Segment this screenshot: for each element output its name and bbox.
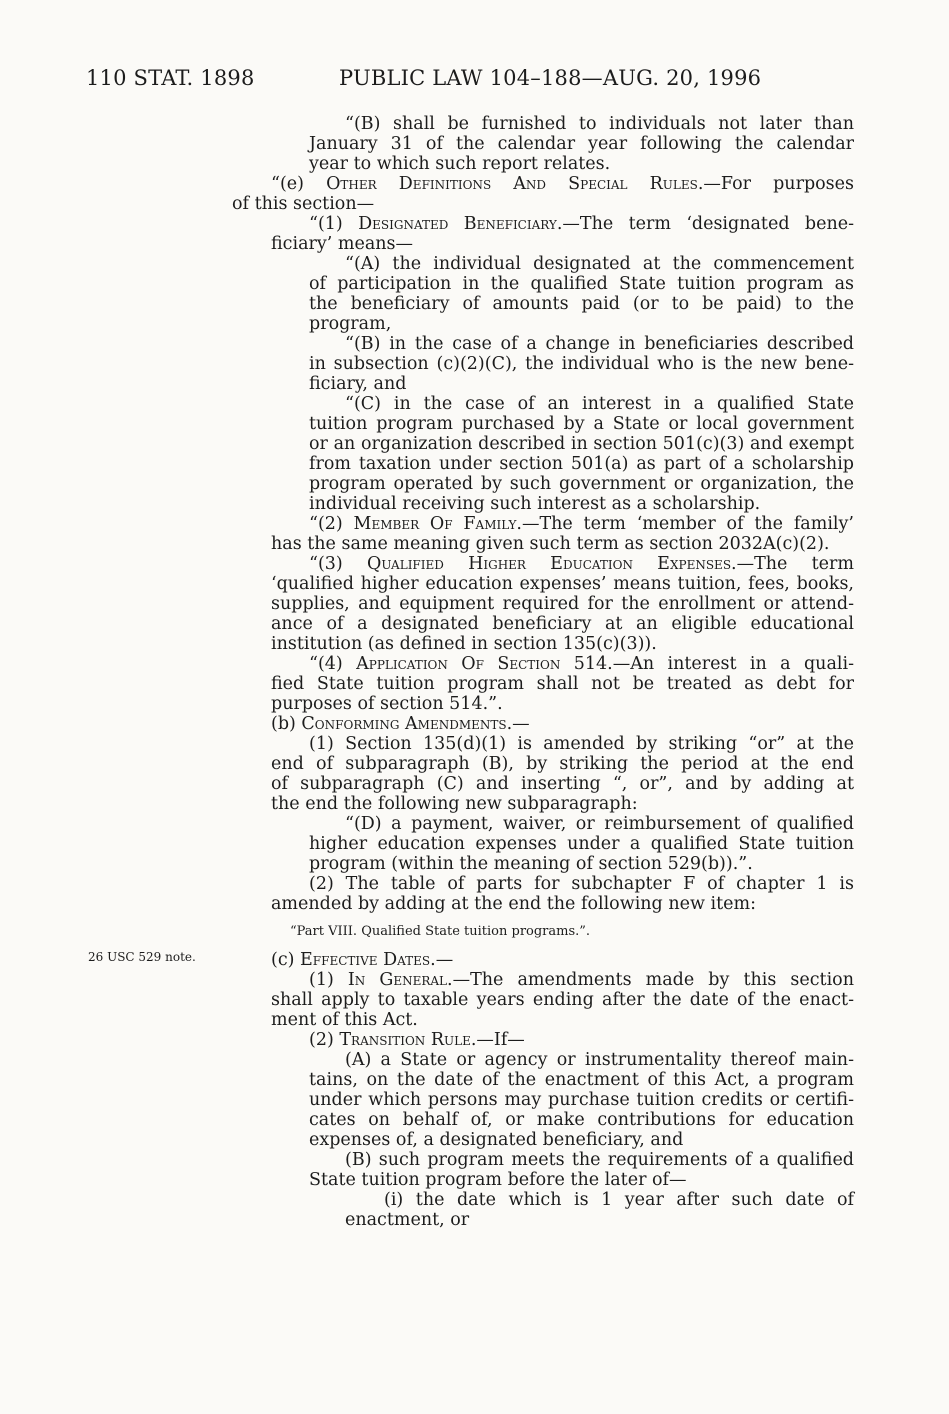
heading-run: Application Of Section 514 [356,654,608,674]
text-line: (i) the date which is 1 year after such date of [384,1190,854,1210]
heading-run: Effective Dates [300,950,431,970]
text-line: under which persons may purchase tuition credits or certifi- [309,1090,854,1110]
text-line: “Part VIII. Qualified State tuition programs.”. [290,924,591,939]
text-line: program operated by such government or organization, the [309,474,854,494]
text-line: (2) The table of parts for subchapter F of chapter 1 is [309,874,854,894]
text-line: supplies, and equipment required for the enrollment or attend- [271,594,854,614]
text-line: State tuition program before the later of— [309,1170,687,1190]
text-line: January 31 of the calendar year following the calendar [309,134,854,154]
text-line: enactment, or [345,1210,470,1230]
text-line: ‘qualified higher education expenses’ means tuition, fees, books, [271,574,854,594]
text-line: (b) Conforming Amendments.— [271,714,530,734]
heading-run: In General [347,970,448,990]
text-line: cates on behalf of, or make contributions for education [309,1110,854,1130]
text-line: (1) Section 135(d)(1) is amended by striking “or” at the [309,734,854,754]
text-line: year to which such report relates. [309,154,611,174]
text-line: ficiary, and [309,374,407,394]
text-line: individual receiving such interest as a scholarship. [309,494,761,514]
text-line: program, [309,314,392,334]
text-line: “(e) Other Definitions And Special Rules.—For purposes [271,174,855,194]
text-line: “(3) Qualified Higher Education Expenses.—The term [309,554,854,574]
text-line: in subsection (c)(2)(C), the individual who is the new bene- [309,354,854,374]
page-header-title: PUBLIC LAW 104–188—AUG. 20, 1996 [339,66,762,90]
text-line: amended by adding at the end the following new item: [271,894,756,914]
heading-run: Conforming Amendments [301,714,507,734]
page-stat-citation: 110 STAT. 1898 [86,66,255,90]
text-line: expenses of, a designated beneficiary, and [309,1130,684,1150]
text-line: from taxation under section 501(a) as part of a scholarship [309,454,854,474]
text-line: “(D) a payment, waiver, or reimbursement of qualified [345,814,854,834]
text-line: “(C) in the case of an interest in a qualified State [345,394,854,414]
heading-run: Designated Beneficiary [358,214,557,234]
text-line: purposes of section 514.”. [271,694,503,714]
text-line: institution (as defined in section 135(c)(3)). [271,634,657,654]
text-line: (B) such program meets the requirements of a qualified [345,1150,854,1170]
text-line: ficiary’ means— [271,234,414,254]
text-line: shall apply to taxable years ending after the date of the enact- [271,990,854,1010]
margin-note: 26 USC 529 note. [88,950,196,964]
text-line: “(2) Member Of Family.—The term ‘member of the family’ [309,514,854,534]
text-line: “(B) in the case of a change in beneficiaries described [345,334,854,354]
text-line: (2) Transition Rule.—If— [309,1030,525,1050]
text-line: higher education expenses under a qualified State tuition [309,834,854,854]
text-line: (A) a State or agency or instrumentality thereof main- [345,1050,854,1070]
text-line: the beneficiary of amounts paid (or to be paid) to the [309,294,854,314]
text-line: of this section— [232,194,375,214]
text-line: fied State tuition program shall not be treated as debt for [271,674,854,694]
text-line: program (within the meaning of section 529(b)).”. [309,854,753,874]
heading-run: Qualified Higher Education Expenses [366,554,732,574]
text-line: of participation in the qualified State tuition program as [309,274,854,294]
text-line: (c) Effective Dates.— [271,950,454,970]
text-line: has the same meaning given such term as section 2032A(c)(2). [271,534,830,554]
text-line: ance of a designated beneficiary at an eligible educational [271,614,854,634]
heading-run: Member Of Family [353,514,517,534]
text-line: “(A) the individual designated at the commencement [345,254,854,274]
heading-run: Other Definitions And Special Rules [326,174,698,194]
text-line: or an organization described in section 501(c)(3) and exempt [309,434,854,454]
text-line: ment of this Act. [271,1010,418,1030]
heading-run: Transition Rule [339,1030,471,1050]
text-line: “(1) Designated Beneficiary.—The term ‘designated bene- [309,214,854,234]
text-line: tains, on the date of the enactment of this Act, a program [309,1070,854,1090]
text-line: “(B) shall be furnished to individuals not later than [345,114,854,134]
text-line: “(4) Application Of Section 514.—An interest in a quali- [309,654,854,674]
text-line: (1) In General.—The amendments made by this section [309,970,854,990]
text-line: the end the following new subparagraph: [271,794,638,814]
text-line: end of subparagraph (B), by striking the period at the end [271,754,854,774]
text-line: tuition program purchased by a State or local government [309,414,854,434]
text-line: of subparagraph (C) and inserting “, or”, and by adding at [271,774,854,794]
